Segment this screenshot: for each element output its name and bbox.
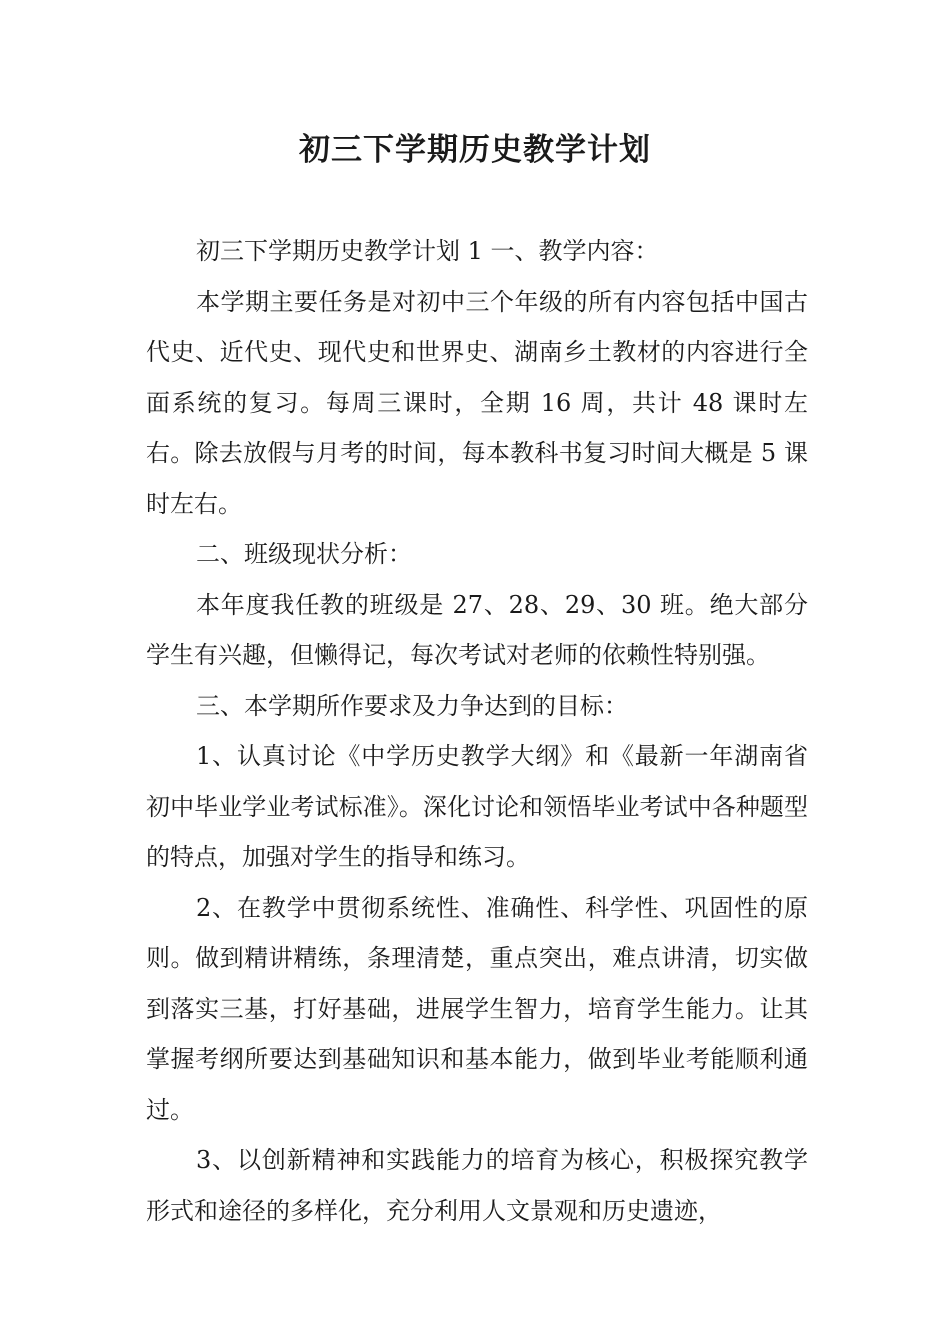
paragraph-intro: 初三下学期历史教学计划 1 一、教学内容： [196, 237, 659, 265]
paragraph-class-analysis: 本年度我任教的班级是 27、28、29、30 班。绝大部分学生有兴趣，但懒得记，每次考试对老师的依赖性特别强。 [146, 590, 808, 669]
paragraph-goal-3: 3、以创新精神和实践能力的培育为核心，积极探究教学形式和途径的多样化，充分利用人文景观和历史遗迹， [146, 1146, 808, 1225]
paragraph-goal-1: 1、认真讨论《中学历史教学大纲》和《最新一年湖南省初中毕业学业考试标准》。深化讨论和领悟毕业考试中各种题型的特点，加强对学生的指导和练习。 [146, 742, 808, 871]
paragraph-goal-2: 2、在教学中贯彻系统性、准确性、科学性、巩固性的原则。做到精讲精练，条理清楚，重点突出，难点讲清，切实做到落实三基，打好基础，进展学生智力，培育学生能力。让其掌握考纲所要达到基础知识和基本能力，做到毕业考能顺利通过。 [146, 893, 808, 1124]
document-body [146, 226, 808, 1236]
paragraph-teaching-content: 本学期主要任务是对初中三个年级的所有内容包括中国古代史、近代史、现代史和世界史、湖南乡土教材的内容进行全面系统的复习。每周三课时，全期 16 周，共计 48 课时左右。除去放假与月考的时间，每本教科书复习时间大概是 5 课时左右。 [146, 287, 808, 518]
heading-class-analysis: 二、班级现状分析： [196, 540, 412, 568]
heading-goals: 三、本学期所作要求及力争达到的目标： [196, 691, 628, 720]
document-title: 初三下学期历史教学计划 [299, 132, 651, 168]
